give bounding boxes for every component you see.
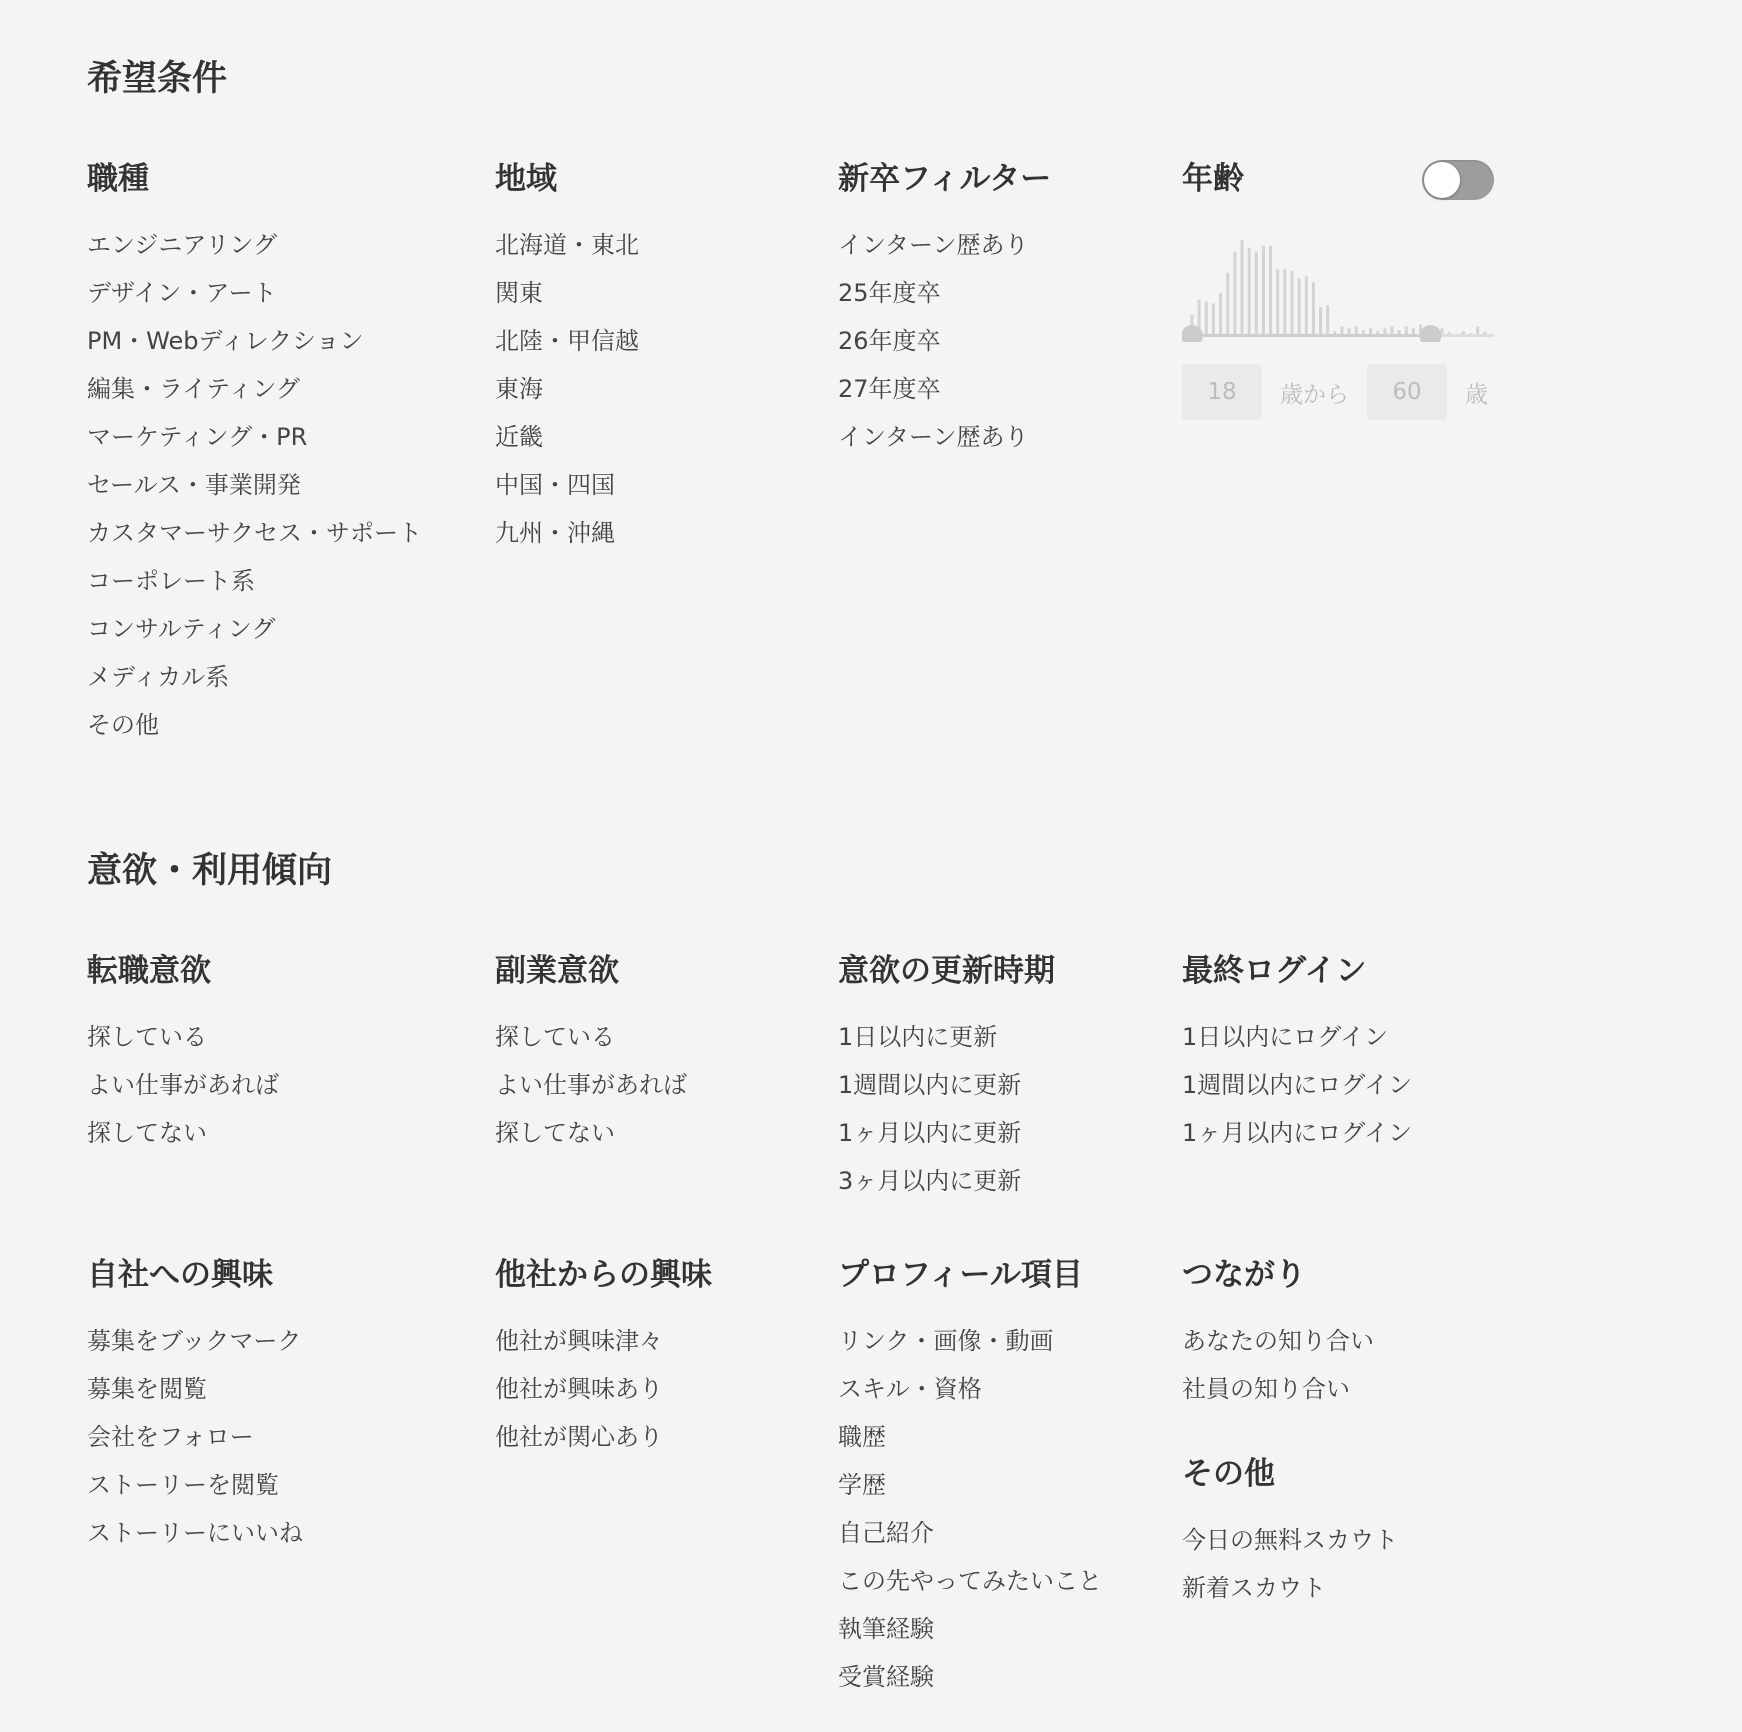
own-company-interest-title: 自社への興味 xyxy=(87,1257,273,1293)
other-company-interest-option[interactable]: 他社が興味あり xyxy=(495,1375,663,1403)
other-company-interest-option[interactable]: 他社が興味津々 xyxy=(495,1327,663,1355)
age-max-unit: 歳 xyxy=(1465,381,1488,408)
profile-item-option[interactable]: 執筆経験 xyxy=(838,1615,934,1643)
new-grad-option[interactable]: 26年度卒 xyxy=(838,327,941,355)
histogram-bar xyxy=(1319,307,1322,336)
region-option[interactable]: 九州・沖縄 xyxy=(495,519,615,547)
others-title: その他 xyxy=(1182,1456,1275,1492)
connections-option[interactable]: あなたの知り合い xyxy=(1182,1327,1374,1355)
profile-item-option[interactable]: リンク・画像・動画 xyxy=(838,1327,1054,1355)
histogram-bar xyxy=(1283,269,1286,336)
motivation-update-title: 意欲の更新時期 xyxy=(838,953,1055,989)
profile-item-option[interactable]: 職歴 xyxy=(838,1423,886,1451)
job-change-motivation-list xyxy=(87,1013,427,1157)
profile-item-option[interactable]: この先やってみたいこと xyxy=(838,1567,1102,1595)
job-type-option[interactable]: エンジニアリング xyxy=(87,231,277,259)
job-type-option[interactable]: デザイン・アート xyxy=(87,279,277,307)
others-option[interactable]: 今日の無料スカウト xyxy=(1182,1526,1398,1554)
profile-item-option[interactable]: 学歴 xyxy=(838,1471,886,1499)
other-company-interest-title: 他社からの興味 xyxy=(495,1257,712,1293)
job-type-option[interactable]: カスタマーサクセス・サポート xyxy=(87,519,423,547)
age-min-unit: 歳から xyxy=(1280,381,1349,408)
new-grad-filter-group xyxy=(838,161,1178,461)
histogram-bar xyxy=(1312,282,1315,336)
age-filter-toggle[interactable] xyxy=(1422,160,1494,200)
region-option[interactable]: 東海 xyxy=(495,375,543,403)
histogram-bar xyxy=(1269,246,1272,336)
motivation-update-list xyxy=(838,1013,1178,1205)
new-grad-filter-list xyxy=(838,221,1178,461)
histogram-bar xyxy=(1233,252,1236,336)
age-range-inputs xyxy=(1182,364,1488,420)
side-job-motivation-group xyxy=(495,953,835,1157)
other-company-interest-group xyxy=(495,1257,835,1461)
job-change-motivation-title: 転職意欲 xyxy=(87,953,211,989)
toggle-knob xyxy=(1424,162,1460,198)
section-title-preferences: 希望条件 xyxy=(87,59,228,99)
histogram-bar xyxy=(1248,248,1251,336)
new-grad-option[interactable]: 27年度卒 xyxy=(838,375,941,403)
histogram-bar xyxy=(1305,276,1308,336)
region-option[interactable]: 中国・四国 xyxy=(495,471,615,499)
histogram-bar xyxy=(1291,271,1294,336)
own-company-interest-option[interactable]: 募集を閲覧 xyxy=(87,1375,207,1403)
job-type-option[interactable]: PM・Webディレクション xyxy=(87,327,364,355)
age-title: 年齢 xyxy=(1182,161,1244,197)
job-type-option[interactable]: メディカル系 xyxy=(87,663,230,691)
own-company-interest-option[interactable]: ストーリーにいいね xyxy=(87,1519,303,1547)
connections-list xyxy=(1182,1317,1522,1413)
histogram-bar xyxy=(1262,246,1265,336)
histogram-bar xyxy=(1219,293,1222,336)
region-group xyxy=(495,161,835,557)
last-login-group xyxy=(1182,953,1522,1157)
region-option[interactable]: 近畿 xyxy=(495,423,543,451)
region-option[interactable]: 関東 xyxy=(495,279,543,307)
age-histogram xyxy=(1182,232,1494,342)
motivation-update-option[interactable]: 1日以内に更新 xyxy=(838,1023,998,1051)
job-type-option[interactable]: その他 xyxy=(87,711,159,739)
slider-selected-range xyxy=(1192,334,1431,337)
profile-item-option[interactable]: 自己紹介 xyxy=(838,1519,934,1547)
new-grad-option[interactable]: インターン歴あり xyxy=(838,423,1029,451)
profile-item-option[interactable]: 受賞経験 xyxy=(838,1663,934,1691)
last-login-option[interactable]: 1日以内にログイン xyxy=(1182,1023,1389,1051)
others-list xyxy=(1182,1516,1522,1612)
job-change-motivation-group xyxy=(87,953,427,1157)
job-type-option[interactable]: コンサルティング xyxy=(87,615,276,643)
job-type-option[interactable]: 編集・ライティング xyxy=(87,375,300,403)
connections-option[interactable]: 社員の知り合い xyxy=(1182,1375,1350,1403)
region-title: 地域 xyxy=(495,161,557,197)
others-group xyxy=(1182,1456,1522,1612)
other-company-interest-option[interactable]: 他社が関心あり xyxy=(495,1423,663,1451)
motivation-update-option[interactable]: 1週間以内に更新 xyxy=(838,1071,1022,1099)
own-company-interest-option[interactable]: ストーリーを閲覧 xyxy=(87,1471,279,1499)
age-max-input[interactable]: 60 xyxy=(1367,364,1447,420)
age-min-input[interactable]: 18 xyxy=(1182,364,1262,420)
own-company-interest-group xyxy=(87,1257,427,1557)
region-option[interactable]: 北陸・甲信越 xyxy=(495,327,639,355)
job-type-option[interactable]: マーケティング・PR xyxy=(87,423,308,451)
histogram-bar xyxy=(1276,269,1279,336)
connections-group xyxy=(1182,1257,1522,1612)
new-grad-filter-title: 新卒フィルター xyxy=(838,161,1052,197)
own-company-interest-option[interactable]: 募集をブックマーク xyxy=(87,1327,302,1355)
profile-item-option[interactable]: スキル・資格 xyxy=(838,1375,982,1403)
histogram-bar xyxy=(1205,301,1208,336)
side-job-motivation-option[interactable]: 探してない xyxy=(495,1119,615,1147)
last-login-title: 最終ログイン xyxy=(1182,953,1367,989)
motivation-update-group xyxy=(838,953,1178,1205)
age-range-slider[interactable] xyxy=(1182,232,1494,342)
job-change-motivation-option[interactable]: よい仕事があれば xyxy=(87,1071,279,1099)
histogram-bar xyxy=(1241,240,1244,336)
new-grad-option[interactable]: インターン歴あり xyxy=(838,231,1029,259)
region-list xyxy=(495,221,835,557)
own-company-interest-list xyxy=(87,1317,427,1557)
side-job-motivation-option[interactable]: よい仕事があれば xyxy=(495,1071,687,1099)
section-title-motivation: 意欲・利用傾向 xyxy=(87,851,333,891)
motivation-update-option[interactable]: 1ヶ月以内に更新 xyxy=(838,1119,1022,1147)
histogram-bar xyxy=(1226,273,1229,336)
job-change-motivation-option[interactable]: 探している xyxy=(87,1023,207,1051)
histogram-bar xyxy=(1212,303,1215,336)
own-company-interest-option[interactable]: 会社をフォロー xyxy=(87,1423,254,1451)
others-option[interactable]: 新着スカウト xyxy=(1182,1574,1326,1602)
histogram-bar xyxy=(1326,305,1329,336)
new-grad-option[interactable]: 25年度卒 xyxy=(838,279,941,307)
profile-items-title: プロフィール項目 xyxy=(838,1257,1083,1293)
job-type-option[interactable]: コーポレート系 xyxy=(87,567,255,595)
job-type-list xyxy=(87,221,427,749)
last-login-option[interactable]: 1週間以内にログイン xyxy=(1182,1071,1413,1099)
job-type-title: 職種 xyxy=(87,161,149,197)
histogram-bar xyxy=(1298,278,1301,336)
histogram-bar xyxy=(1255,252,1258,336)
side-job-motivation-title: 副業意欲 xyxy=(495,953,619,989)
profile-items-list xyxy=(838,1317,1178,1701)
other-company-interest-list xyxy=(495,1317,835,1461)
job-change-motivation-option[interactable]: 探してない xyxy=(87,1119,207,1147)
region-option[interactable]: 北海道・東北 xyxy=(495,231,639,259)
side-job-motivation-list xyxy=(495,1013,835,1157)
job-type-option[interactable]: セールス・事業開発 xyxy=(87,471,301,499)
connections-title: つながり xyxy=(1182,1257,1306,1293)
last-login-option[interactable]: 1ヶ月以内にログイン xyxy=(1182,1119,1413,1147)
job-type-group xyxy=(87,161,427,749)
slider-max-handle[interactable] xyxy=(1420,325,1442,342)
side-job-motivation-option[interactable]: 探している xyxy=(495,1023,615,1051)
profile-items-group xyxy=(838,1257,1178,1701)
motivation-update-option[interactable]: 3ヶ月以内に更新 xyxy=(838,1167,1022,1195)
last-login-list xyxy=(1182,1013,1522,1157)
